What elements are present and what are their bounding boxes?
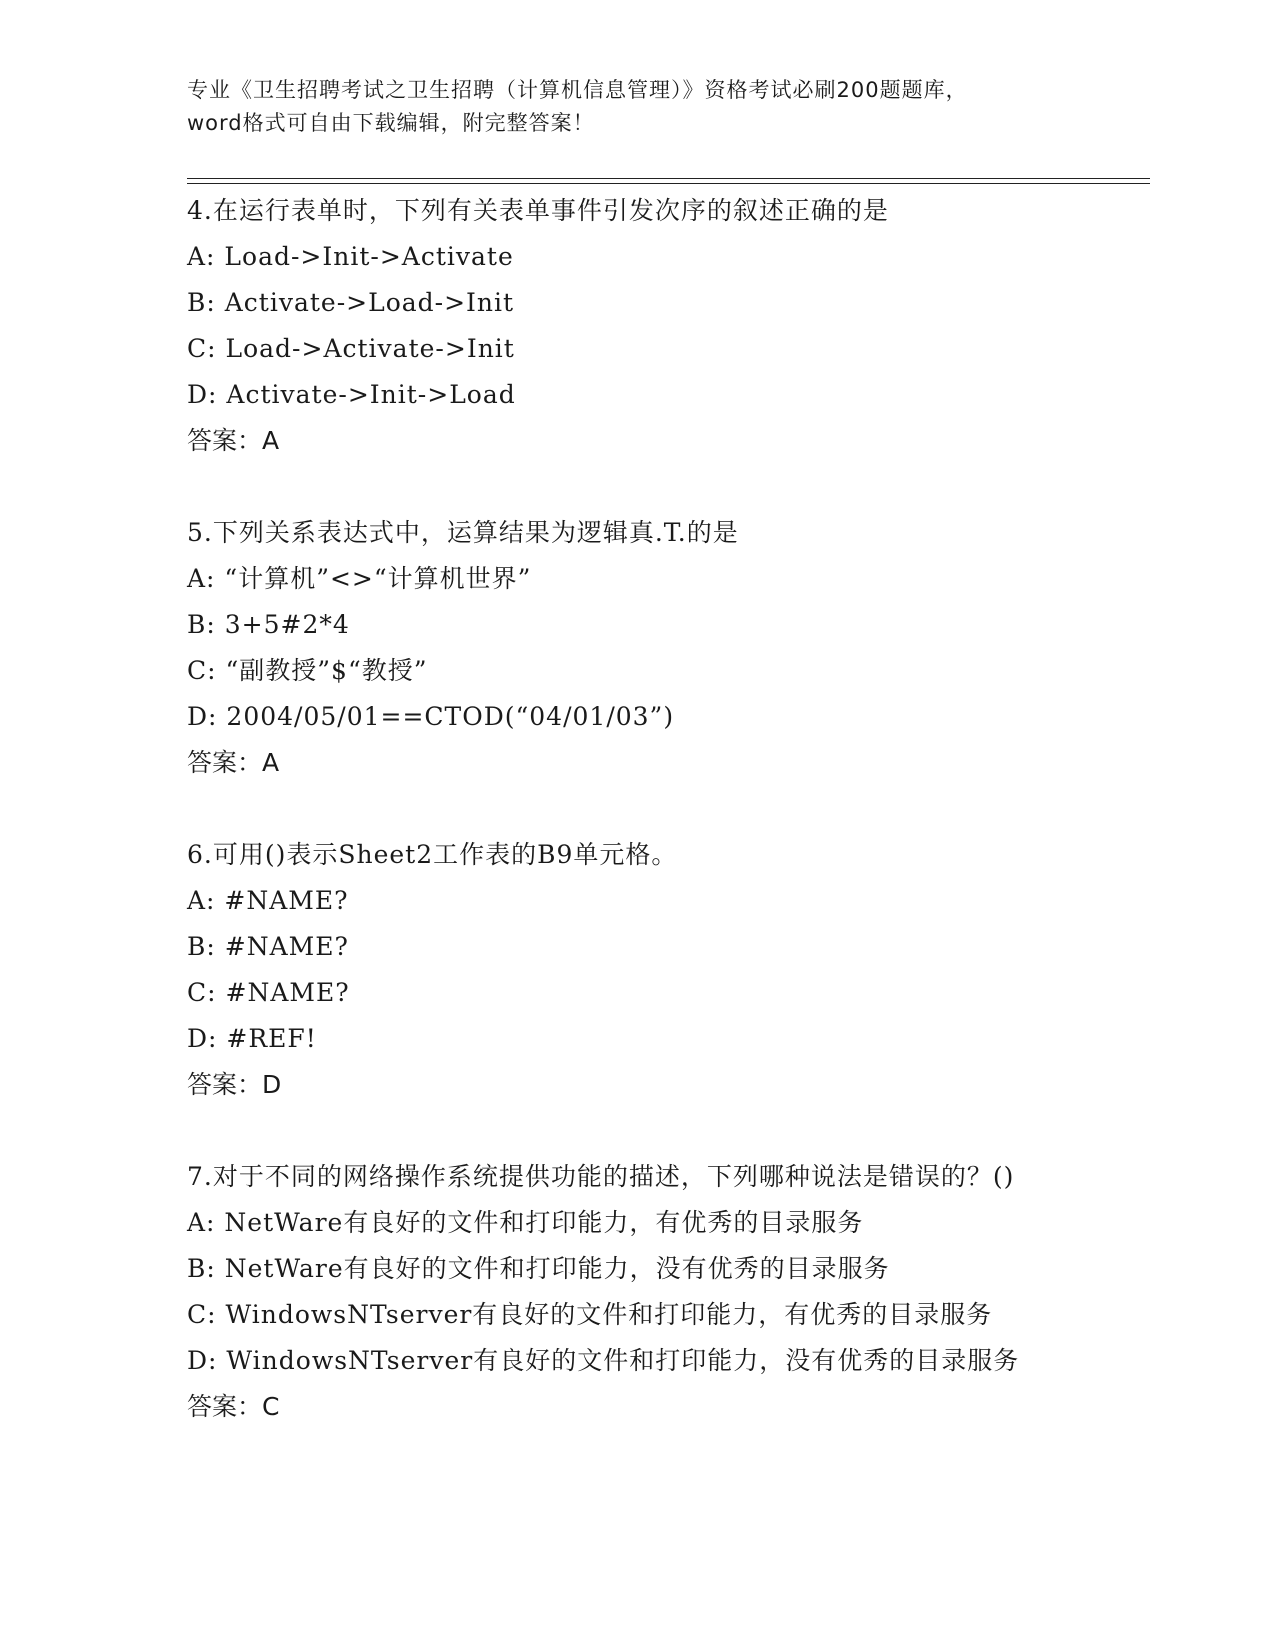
option-d: D: 2004/05/01==CTOD(“04/01/03”) bbox=[187, 702, 675, 731]
option-a: A: Load->Init->Activate bbox=[187, 242, 514, 271]
option-d: D: WindowsNTserver有良好的文件和打印能力，没有优秀的目录服务 bbox=[187, 1346, 1020, 1375]
question-4 bbox=[187, 188, 1147, 464]
header-divider-top bbox=[187, 178, 1150, 179]
answer: 答案：A bbox=[187, 426, 280, 455]
answer: 答案：A bbox=[187, 748, 280, 777]
option-d: D: Activate->Init->Load bbox=[187, 380, 516, 409]
document-header bbox=[187, 74, 1087, 140]
answer: 答案：D bbox=[187, 1070, 282, 1099]
option-c: C: Load->Activate->Init bbox=[187, 334, 515, 363]
header-divider-bottom bbox=[187, 183, 1150, 184]
question-stem: 6.可用()表示Sheet2工作表的B9单元格。 bbox=[187, 840, 678, 869]
option-b: B: 3+5#2*4 bbox=[187, 610, 350, 639]
header-line-2: word格式可自由下载编辑，附完整答案！ bbox=[187, 111, 595, 135]
option-b: B: NetWare有良好的文件和打印能力，没有优秀的目录服务 bbox=[187, 1254, 890, 1283]
header-line-1: 专业《卫生招聘考试之卫生招聘（计算机信息管理）》资格考试必刷200题题库， bbox=[187, 78, 968, 102]
question-stem: 5.下列关系表达式中，运算结果为逻辑真.T.的是 bbox=[187, 518, 739, 547]
option-d: D: #REF! bbox=[187, 1024, 317, 1053]
answer: 答案：C bbox=[187, 1392, 280, 1421]
option-a: A: “计算机”<>“计算机世界” bbox=[187, 564, 532, 593]
option-a: A: NetWare有良好的文件和打印能力，有优秀的目录服务 bbox=[187, 1208, 864, 1237]
question-5 bbox=[187, 510, 1147, 786]
option-b: B: Activate->Load->Init bbox=[187, 288, 515, 317]
question-list bbox=[187, 188, 1147, 1476]
question-stem: 7.对于不同的网络操作系统提供功能的描述，下列哪种说法是错误的？() bbox=[187, 1162, 1015, 1191]
question-6 bbox=[187, 832, 1147, 1108]
option-a: A: #NAME? bbox=[187, 886, 349, 915]
question-stem: 4.在运行表单时，下列有关表单事件引发次序的叙述正确的是 bbox=[187, 196, 889, 225]
option-c: C: #NAME? bbox=[187, 978, 350, 1007]
option-b: B: #NAME? bbox=[187, 932, 349, 961]
option-c: C: WindowsNTserver有良好的文件和打印能力，有优秀的目录服务 bbox=[187, 1300, 993, 1329]
option-c: C: “副教授”$“教授” bbox=[187, 656, 428, 685]
question-7 bbox=[187, 1154, 1147, 1430]
